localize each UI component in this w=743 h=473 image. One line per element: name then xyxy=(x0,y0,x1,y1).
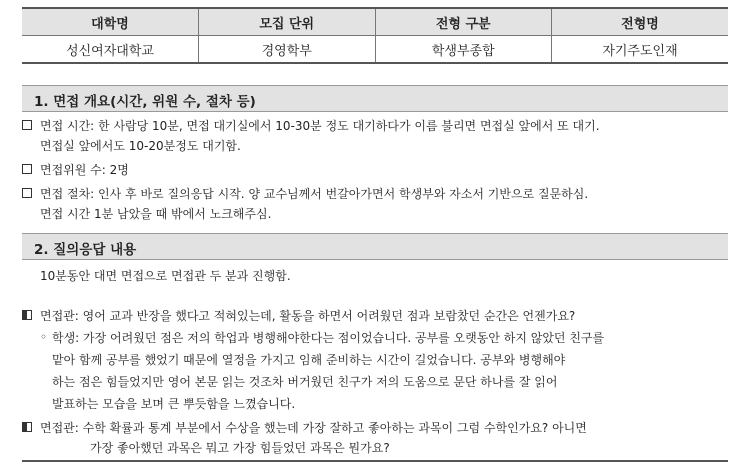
answer-text: 맡아 함께 공부를 했었기 때문에 열정을 가지고 임해 준비하는 시간이 길었습니다. 공부와 병행해야 xyxy=(52,353,566,367)
item-text: 면접 시간: 한 사람당 10분, 면접 대기실에서 10-30분 정도 대기하다가 이름 불리면 면접실 앞에서 또 대기. xyxy=(40,119,600,133)
answer-text: 하는 점은 힘들었지만 영어 본문 읽는 것조차 버거웠던 친구가 저의 도움으로 문단 하나를 잘 읽어 xyxy=(52,375,558,389)
header-type: 전형 구분 xyxy=(375,8,552,36)
answer-text: 발표하는 모습을 보며 큰 뿌듯함을 느꼈습니다. xyxy=(52,397,296,411)
item-text: 면접 시간 1분 남았을 때 밖에서 노크해주심. xyxy=(40,207,272,221)
item-text: 면접실 앞에서도 10-20분정도 대기함. xyxy=(40,139,241,153)
info-table xyxy=(22,7,728,64)
value-admission-name: 자기주도인재 xyxy=(552,36,729,64)
checkbox-icon xyxy=(22,188,32,198)
value-university: 성신여자대학교 xyxy=(22,36,199,64)
question-text: 가장 좋아했던 과목은 뭐고 가장 힘들었던 과목은 뭔가요? xyxy=(90,441,390,455)
header-admission-name: 전형명 xyxy=(552,8,729,36)
question-text: 면접관: 수학 확률과 통계 부분에서 수상을 했는데 가장 잘하고 좋아하는 과목이 그럼 수학인가요? 아니면 xyxy=(40,421,587,435)
intro-text: 10분동안 대면 면접으로 면접관 두 분과 진행함. xyxy=(40,269,291,283)
header-university: 대학명 xyxy=(22,8,199,36)
item-text: 면접 절차: 인사 후 바로 질의응답 시작. 양 교수님께서 번갈아가면서 학생부와 자소서 기반으로 질문하심. xyxy=(40,187,589,201)
value-unit: 경영학부 xyxy=(199,36,376,64)
bullet-icon: ◦ xyxy=(40,330,48,344)
question-text: 면접관: 영어 교과 반장을 했다고 적혀있는데, 활동을 하면서 어려웠던 점과 보람찼던 순간은 언젠가요? xyxy=(40,309,576,323)
checkbox-icon xyxy=(22,164,32,174)
value-type: 학생부종합 xyxy=(375,36,552,64)
half-filled-square-icon xyxy=(22,310,32,320)
section2-header xyxy=(22,233,728,260)
section2-title: 2. 질의응답 내용 xyxy=(34,242,137,258)
info-table-value-row xyxy=(22,36,728,64)
answer-text: 학생: 가장 어려웠던 점은 저의 학업과 병행해야한다는 점이었습니다. 공부를 오랫동안 하지 않았던 친구를 xyxy=(52,331,605,345)
section1-header xyxy=(22,85,728,112)
header-unit: 모집 단위 xyxy=(199,8,376,36)
interview-document xyxy=(22,7,728,455)
bottom-divider xyxy=(22,460,728,462)
half-filled-square-icon xyxy=(22,422,32,432)
info-table-header-row xyxy=(22,8,728,36)
checkbox-icon xyxy=(22,120,32,130)
section1-title: 1. 면접 개요(시간, 위원 수, 절차 등) xyxy=(34,94,256,110)
item-text: 면접위원 수: 2명 xyxy=(40,163,129,177)
